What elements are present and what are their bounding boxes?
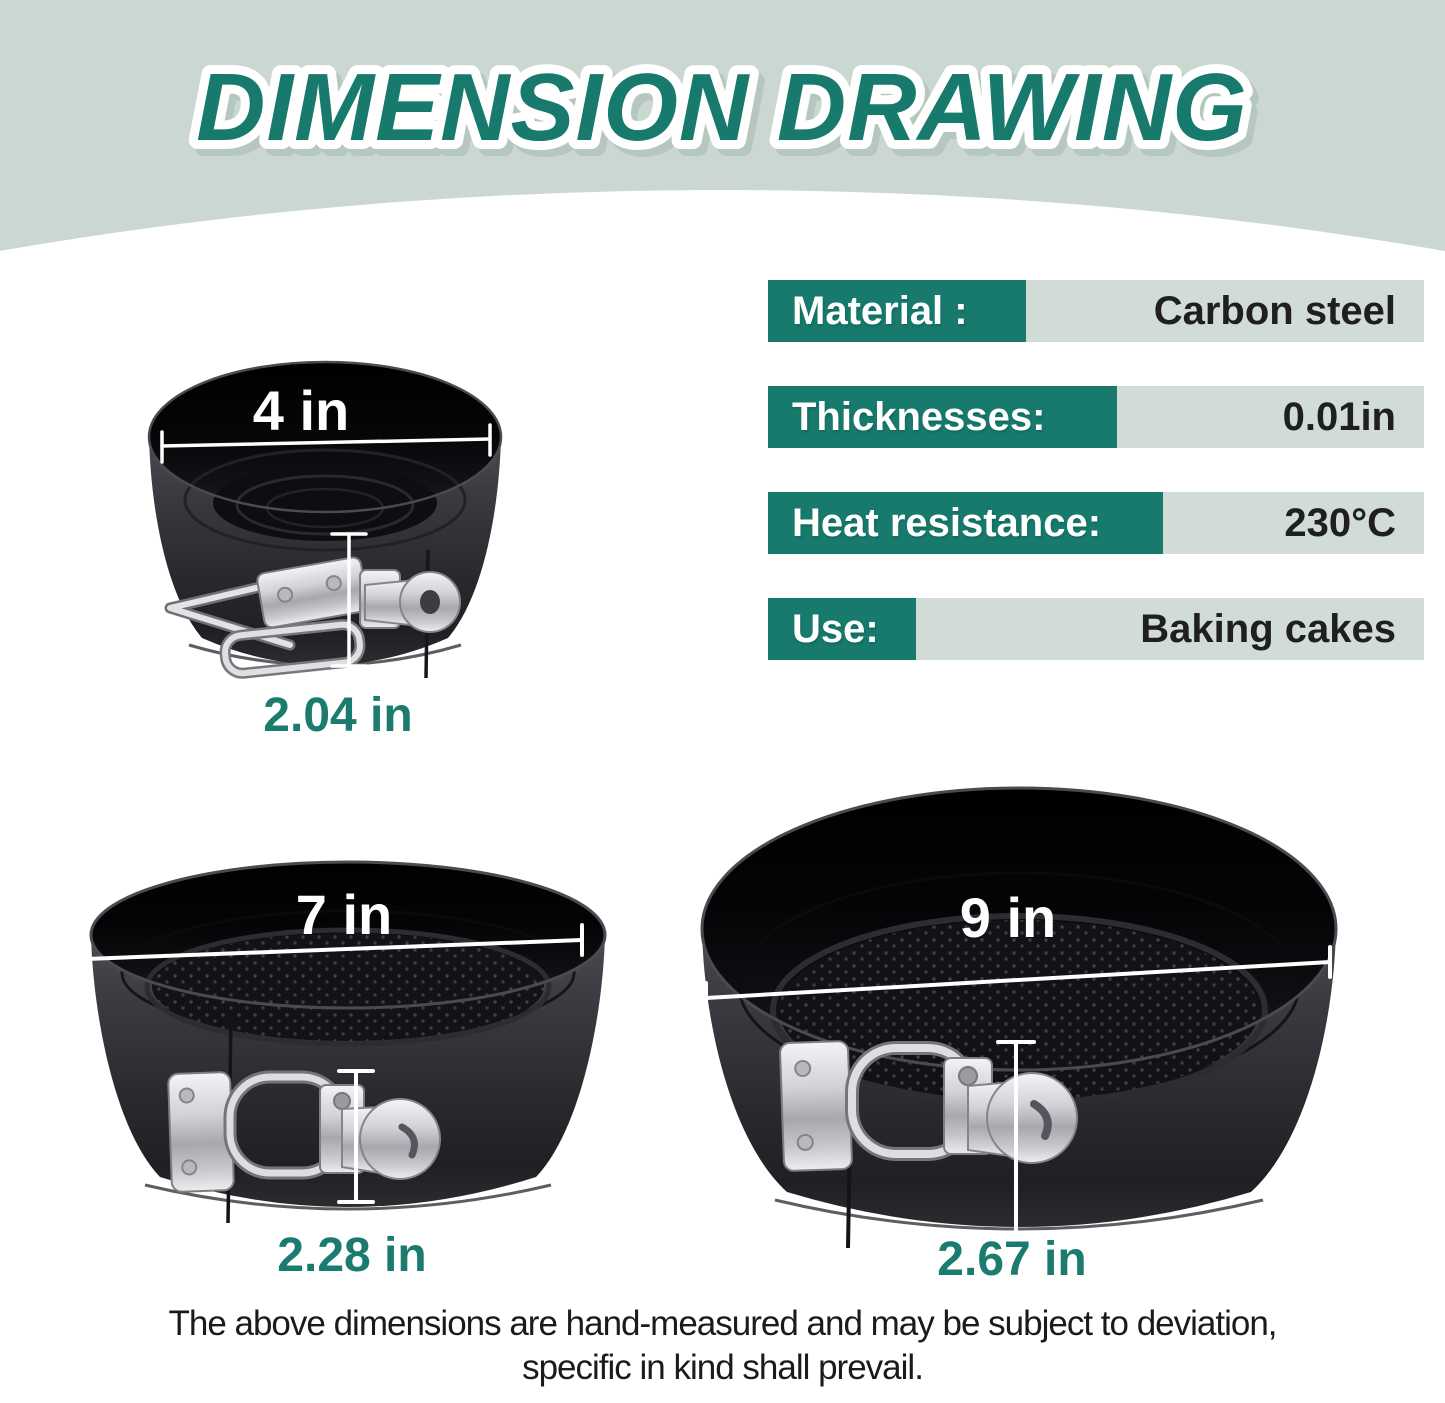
pan-4in-diameter-label: 4 in (252, 379, 350, 442)
spec-label-use: Use: (768, 598, 916, 660)
spec-value-heat-resistance: 230°C (1163, 492, 1424, 554)
pan-9in-body (702, 788, 1336, 1248)
pan-9in-height-label: 2.67 in (937, 1233, 1087, 1286)
spec-label-material: Material : (768, 280, 1026, 342)
pan-4in-height-label: 2.04 in (263, 689, 413, 742)
spec-table (768, 280, 1424, 660)
spec-value-thickness: 0.01in (1117, 386, 1424, 448)
disclaimer (0, 1302, 1445, 1390)
pan-9in-diameter-label: 9 in (959, 886, 1057, 949)
spec-label-thickness: Thicknesses: (768, 386, 1117, 448)
pan-7in-diameter-label: 7 in (295, 883, 393, 946)
page-title-text: DIMENSION DRAWING (196, 54, 1248, 161)
spec-value-use: Baking cakes (916, 598, 1424, 660)
spec-row-material (768, 280, 1424, 342)
spec-row-thickness (768, 386, 1424, 448)
pan-9in-photo (690, 780, 1350, 1260)
pan-7in-height-label: 2.28 in (277, 1229, 427, 1282)
spec-value-material: Carbon steel (1026, 280, 1424, 342)
spec-row-use (768, 598, 1424, 660)
page-title (0, 0, 1445, 210)
disclaimer-line-2: specific in kind shall prevail. (522, 1348, 923, 1387)
disclaimer-line-1: The above dimensions are hand-measured and may be subject to deviation, (168, 1304, 1277, 1343)
spec-row-heat-resistance (768, 492, 1424, 554)
spec-label-heat-resistance: Heat resistance: (768, 492, 1163, 554)
